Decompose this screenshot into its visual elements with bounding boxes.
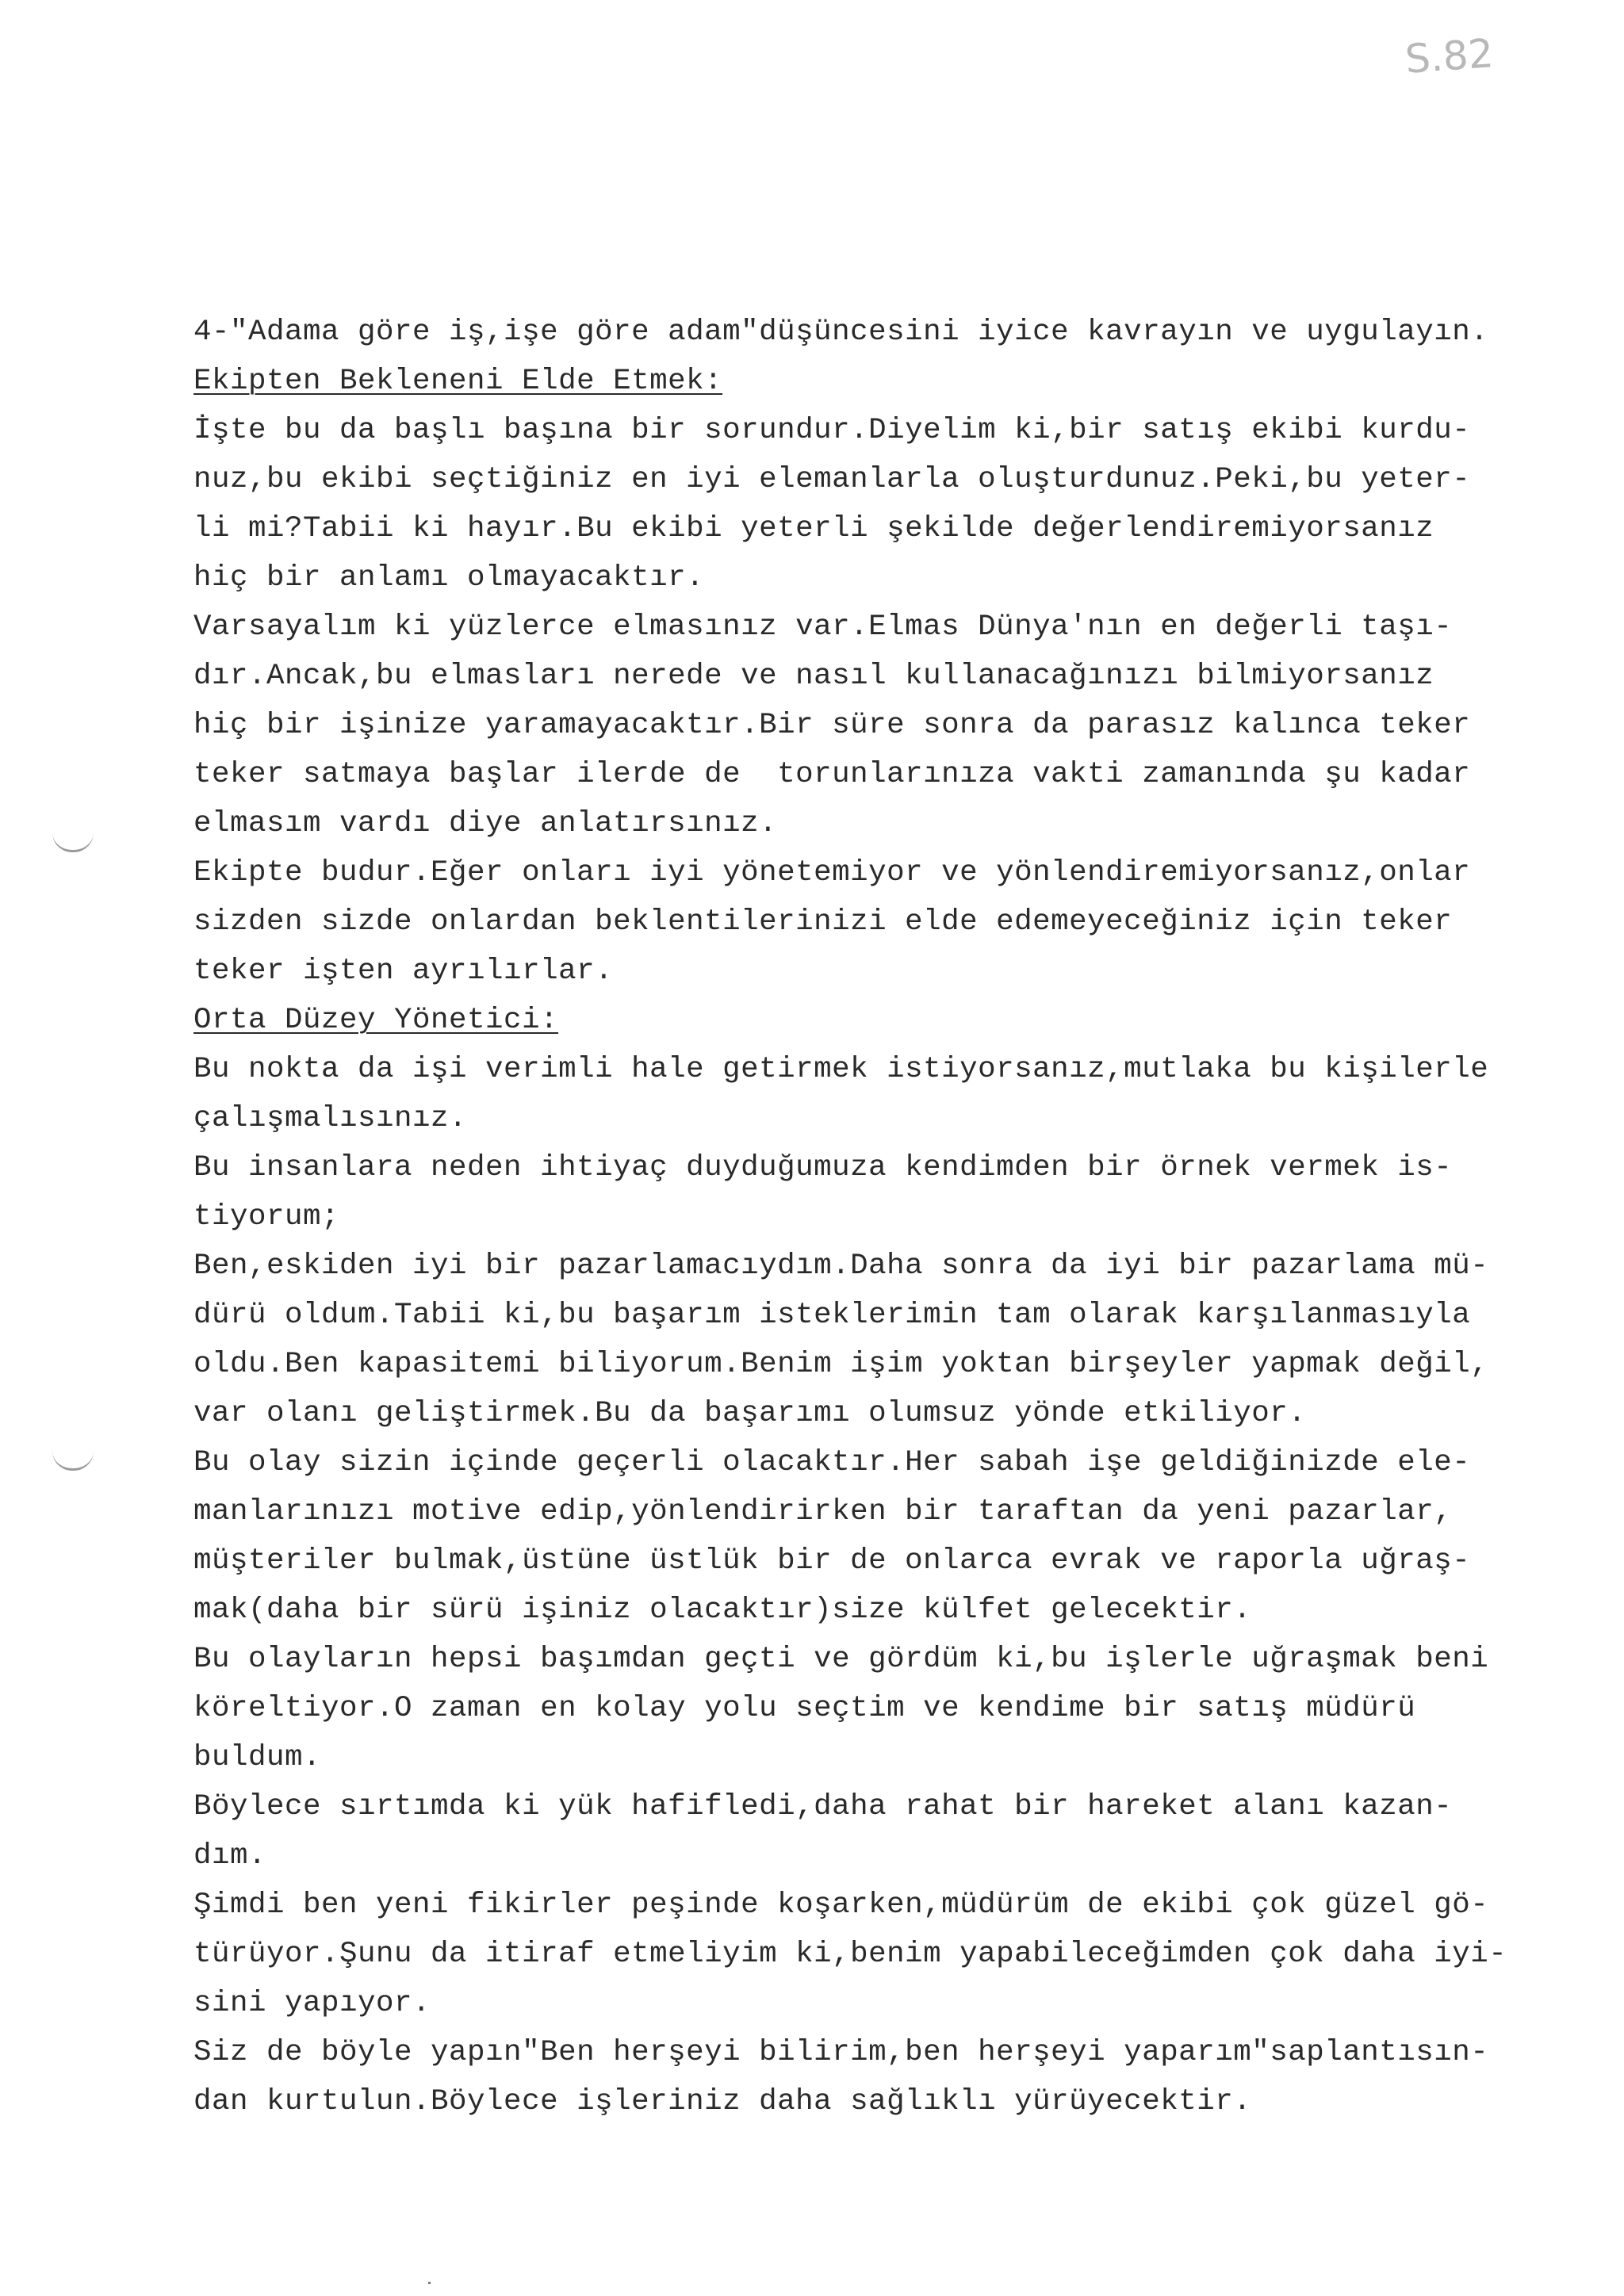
text-line: Ekipte budur.Eğer onları iyi yönetemiyor ve yönlendiremiyorsanız,onlar bbox=[193, 856, 1471, 890]
text-line: Böylece sırtımda ki yük hafifledi,daha rahat bir hareket alanı kazan- bbox=[193, 1790, 1453, 1823]
text-line: 4-"Adama göre iş,işe göre adam"düşüncesini iyice kavrayın ve uygulayın. bbox=[193, 316, 1489, 349]
text-line: teker işten ayrılırlar. bbox=[193, 955, 614, 988]
text-line: hiç bir anlamı olmayacaktır. bbox=[193, 561, 705, 595]
text-line: İşte bu da başlı başına bir sorundur.Diyelim ki,bir satış ekibi kurdu- bbox=[193, 414, 1471, 447]
scan-speck bbox=[428, 2282, 431, 2284]
section-heading: Ekipten Bekleneni Elde Etmek: bbox=[193, 365, 723, 398]
text-line: Siz de böyle yapın"Ben herşeyi bilirim,ben herşeyi yaparım"saplantısın- bbox=[193, 2036, 1489, 2069]
document-body bbox=[193, 308, 1597, 2126]
punch-hole-mark bbox=[52, 1451, 94, 1471]
text-line: sizden sizde onlardan beklentilerinizi elde edemeyeceğiniz için teker bbox=[193, 905, 1453, 939]
text-line: elmasım vardı diye anlatırsınız. bbox=[193, 807, 778, 840]
punch-hole-mark bbox=[52, 832, 94, 852]
text-line: Bu olay sizin içinde geçerli olacaktır.Her sabah işe geldiğinizde ele- bbox=[193, 1446, 1471, 1479]
text-line: manlarınızı motive edip,yönlendirirken bir taraftan da yeni pazarlar, bbox=[193, 1495, 1453, 1529]
page-number: S.82 bbox=[1404, 30, 1496, 82]
text-line: teker satmaya başlar ilerde de torunlarınıza vakti zamanında şu kadar bbox=[193, 758, 1471, 791]
text-line: dürü oldum.Tabii ki,bu başarım isteklerimin tam olarak karşılanmasıyla bbox=[193, 1299, 1471, 1332]
text-line: Bu olayların hepsi başımdan geçti ve gördüm ki,bu işlerle uğraşmak beni bbox=[193, 1643, 1489, 1676]
text-line: buldum. bbox=[193, 1741, 322, 1774]
text-line: nuz,bu ekibi seçtiğiniz en iyi elemanlarla oluşturdunuz.Peki,bu yeter- bbox=[193, 463, 1471, 496]
text-line: hiç bir işinize yaramayacaktır.Bir süre sonra da parasız kalınca teker bbox=[193, 709, 1471, 742]
text-line: köreltiyor.O zaman en kolay yolu seçtim ve kendime bir satış müdürü bbox=[193, 1692, 1416, 1725]
text-line: Şimdi ben yeni fikirler peşinde koşarken,müdürüm de ekibi çok güzel gö- bbox=[193, 1888, 1489, 1922]
text-line: dım. bbox=[193, 1839, 267, 1873]
text-line: oldu.Ben kapasitemi biliyorum.Benim işim yoktan birşeyler yapmak değil, bbox=[193, 1348, 1489, 1381]
text-line: var olanı geliştirmek.Bu da başarımı olumsuz yönde etkiliyor. bbox=[193, 1397, 1307, 1430]
text-line: Varsayalım ki yüzlerce elmasınız var.Elmas Dünya'nın en değerli taşı- bbox=[193, 610, 1453, 644]
text-line: çalışmalısınız. bbox=[193, 1102, 468, 1135]
text-line: Bu insanlara neden ihtiyaç duyduğumuza kendimden bir örnek vermek is- bbox=[193, 1151, 1453, 1184]
text-line: dan kurtulun.Böylece işleriniz daha sağlıklı yürüyecektir. bbox=[193, 2085, 1252, 2118]
section-heading: Orta Düzey Yönetici: bbox=[193, 1004, 559, 1037]
text-line: mak(daha bir sürü işiniz olacaktır)size külfet gelecektir. bbox=[193, 1594, 1252, 1627]
text-line: sini yapıyor. bbox=[193, 1987, 431, 2020]
text-line: li mi?Tabii ki hayır.Bu ekibi yeterli şekilde değerlendiremiyorsanız bbox=[193, 512, 1434, 545]
text-line: Ben,eskiden iyi bir pazarlamacıydım.Daha sonra da iyi bir pazarlama mü- bbox=[193, 1249, 1489, 1283]
text-line: müşteriler bulmak,üstüne üstlük bir de onlarca evrak ve raporla uğraş- bbox=[193, 1544, 1471, 1578]
text-line: türüyor.Şunu da itiraf etmeliyim ki,benim yapabileceğimden çok daha iyi- bbox=[193, 1938, 1507, 1971]
text-line: Bu nokta da işi verimli hale getirmek istiyorsanız,mutlaka bu kişilerle bbox=[193, 1053, 1489, 1086]
text-line: dır.Ancak,bu elmasları nerede ve nasıl kullanacağınızı bilmiyorsanız bbox=[193, 660, 1434, 693]
text-line: tiyorum; bbox=[193, 1200, 340, 1234]
